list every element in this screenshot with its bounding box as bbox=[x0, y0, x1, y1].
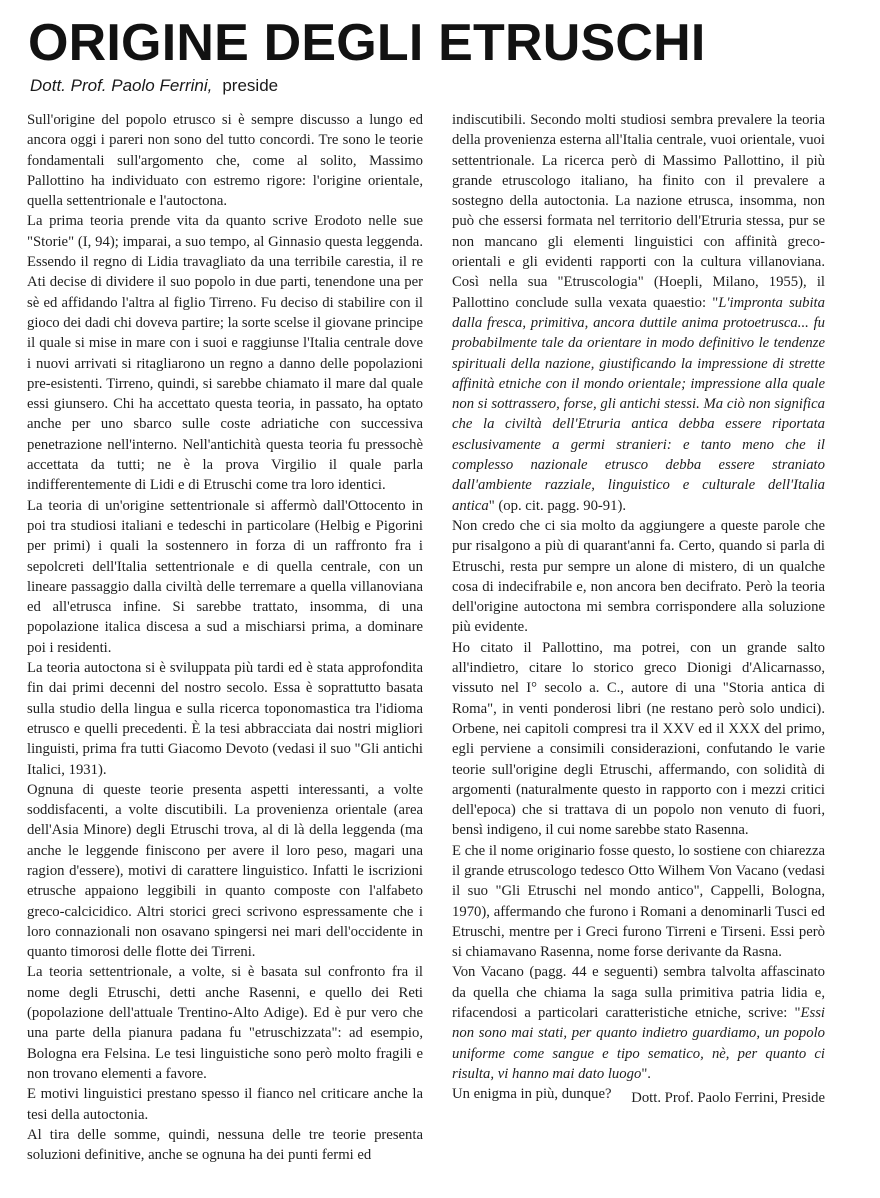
article-title: ORIGINE DEGLI ETRUSCHI bbox=[28, 14, 706, 72]
paragraph-von-vacano: E che il nome originario fosse questo, lo sostiene con chiarezza il grande etruscologo tedesco Otto Wilhem Von Vacano (vedasi il suo "Gli Etruschi nel mondo antico", Cappelli, Bologna, 1970), affermando che furono i Romani a denominarli Tusci ed Etruschi, mentre per i Greci furono Tirreni e Tirseni. Essi però si chiamavano Rasenna, nome forse derivante da Rasna. bbox=[452, 842, 825, 961]
von-vacano-quote: Essi non sono mai stati, per quanto indietro guardiamo, un popolo uniforme come sangue e tipo sematico, nè, per quanto ci risulta, vi hanno mai dato luogo bbox=[452, 1005, 825, 1082]
paragraph-eastern-theory: La prima teoria prende vita da quanto scrive Erodoto nelle sue "Storie" (I, 94); imparai, a suo tempo, al Ginnasio questa leggenda. Essendo il regno di Lidia travagliato da una terribile carestia, il re Ati decise di dividere il suo popolo in due parti, tenendone una per sè ed affidando l'altra al figlio Tirreno. Fu deciso di stabilire con il gioco dei dadi chi doveva partire; la sorte scelse il giovane principe il quale si mise in mare con i suoi e raggiunse l'Italia centrale dove i nuovi arrivati si ritagliarono un regno a danno delle popolazioni pre-esistenti. Tirreno, quindi, si sarebbe chiamato il mare dal quale essi giunsero. Chi ha accettato questa teoria, in passato, ha optato anche per uno sbarco sulle coste adriatiche con successiva penetrazione nell'interno. Nell'antichità questa teoria fu pressochè accettata da tutti; ne è la prova Virgilio il quale parla indifferentemente di Lidi e di Etruschi come tra loro identici. bbox=[27, 213, 424, 494]
pallottino-text: indiscutibili. Secondo molti studiosi sembra prevalere la teoria della provenienza esterna all'Italia centrale, vuoi orientale, vuoi settentrionale. La ricerca però di Massimo Pallottino, il più grande etruscologo italiano, ha finito con il prevalere a sostegno della autoctonia. La nazione etrusca, insomma, non può che essersi formata nel territorio dell'Etruria stessa, pur se non mancano gli elementi linguistici con affinità greco-orientali e gli evidenti rapporti con la cultura villanoviana. Così nella sua "Etruscologia" (Hoepli, Milano, 1955), il Pallottino conclude sulla vexata quaestio: " bbox=[452, 112, 825, 311]
paragraph-northern-theory: La teoria di un'origine settentrionale si affermò dall'Ottocento in poi tra studiosi italiani e tedeschi in particolare (Helbig e Pigorini per primi) i quali la sostennero in forza di un raffronto fra i sepolcreti dell'Italia settentrionale e di quella centrale, con un lineare passaggio dalla civiltà delle terremare a quella villanoviana ed all'etrusca infine. Si sarebbe trattato, insomma, di una popolazione italica discesa a sud a mischiarsi prima, a dominare poi i residenti. bbox=[27, 497, 423, 656]
paragraph-linguistic-motives: E motivi linguistici prestano spesso il fianco nel criticare anche la tesi della autoctonia. bbox=[27, 1086, 423, 1123]
paragraph-intro: Sull'origine del popolo etrusco si è sempre discusso a lungo ed ancora oggi i pareri non sono del tutto concordi. Tre sono le teorie fondamentali sull'argomento che, come al solito, Massimo Pallottino ha individuato con estremo rigore: l'origine orientale, quella settentrionale e l'autoctona. bbox=[27, 112, 423, 210]
paragraph-mystery: Non credo che ci sia molto da aggiungere a queste parole che pur risalgono a più di quarant'anni fa. Certo, quando si parla di Etruschi, resta pur sempre un alone di mistero, di un qualche cosa di indecifrabile e, non ancora ben decifrato. Però la teoria dell'origine autoctona mi sembra corrispondere alla soluzione più evidente. bbox=[452, 517, 825, 636]
paragraph-enigma: Un enigma in più, dunque? bbox=[452, 1086, 612, 1103]
paragraph-northern-critique: La teoria settentrionale, a volte, si è basata sul confronto fra il nome degli Etruschi, detti anche Rasenni, e quello dei Reti (popolazione dell'attuale Trentino-Alto Adige). Ed è pur vero che una parte della pianura padana fu "etruschizzata": ad esempio, Bologna era Felsina. Le tesi linguistiche sono però molto fragili e non trovano elementi a favore. bbox=[27, 964, 423, 1082]
paragraph-dionigi: Ho citato il Pallottino, ma potrei, con un grande salto all'indietro, citare lo storico greco Dionigi d'Alicarnasso, vissuto nel I° secolo a. C., autore di una "Storia antica di Roma", in venti ponderosi libri (ne restano però solo undici). Orbene, nei capitoli compresi tra il XXV ed il XXX del primo, egli perviene a consimili considerazioni, confutando le varie teorie sull'origine degli Etruschi, affermando, con solidità di argomenti (naturalmente questo in rapporto con i mezzi critici dell'epoca) che si trattava di un popolo non venuto di fuori, bensì indigeno, il cui nome sarebbe stato Rasenna. bbox=[452, 639, 825, 839]
author-role: preside bbox=[222, 76, 279, 95]
pallottino-quote: L'impronta subita dalla fresca, primitiva, ancora duttile anima protoetrusca... fu probabilmente tale da orientare in modo definitivo le tendenze spirituali della nazione, giustificando la impressione di strette affinità etniche con il mondo orientale; impressione alla quale non si sottrassero, forse, gli antichi stessi. Ma ciò non significa che la civiltà dell'Etruria antica debba essere riportata esclusivamente a germi stranieri: e tanto meno che il complesso nazionale etrusco debba essere straniato dall'ambiente razziale, linguistico e culturale dell'Italia antica bbox=[452, 294, 825, 514]
paragraph-assessment: Ognuna di queste teorie presenta aspetti interessanti, a volte soddisfacenti, a volte discutibili. La provenienza orientale (area dell'Asia Minore) degli Etruschi trova, al di là della leggenda (ma anche le leggende finiscono per avere il loro peso, magari una ragion d'essere), motivi di carattere linguistico. Infatti le iscrizioni etrusche appaiono leggibili in quanto composte con l'alfabeto greco-calcicidico. Altri storici greci scrivono espressamente che i loro connazionali non osavano spingersi nei mari dell'occidente in quanto timorosi delle flotte dei Tirreni. bbox=[27, 781, 423, 961]
von-vacano-quote-end: ". bbox=[641, 1065, 651, 1082]
paragraph-summary-start: Al tira delle somme, quindi, nessuna delle tre teorie presenta soluzioni definitive, anche se ognuna ha dei punti fermi ed bbox=[27, 1126, 423, 1164]
pallottino-citation: " (op. cit. pagg. 90-91). bbox=[488, 497, 627, 514]
paragraph-von-vacano-quote bbox=[452, 962, 825, 1084]
right-column bbox=[452, 110, 825, 1105]
paragraph-pallottino bbox=[452, 110, 825, 516]
left-column bbox=[27, 110, 423, 1165]
von-vacano-text: Von Vacano (pagg. 44 e seguenti) sembra talvolta affascinato da quella che chiama la saga sulla primitiva patria lidia e, rifacendosi a particolari caratteristiche etniche, scrive: " bbox=[452, 964, 825, 1022]
signature: Dott. Prof. Paolo Ferrini, Preside bbox=[631, 1090, 825, 1106]
author-name: Dott. Prof. Paolo Ferrini, bbox=[30, 76, 213, 95]
byline bbox=[30, 75, 278, 97]
paragraph-autochthonous-theory: La teoria autoctona si è sviluppata più tardi ed è stata approfondita fin dai primi decenni del nostro secolo. Essa è soprattutto basata sulla studio della lingua e sulla ricerca toponomastica tra l'idioma etrusco e quelli precedenti. È la tesi abbracciata dai nostri migliori linguisti, prima fra tutti Giacomo Devoto (vedasi il suo "Gli antichi Italici, 1931). bbox=[27, 660, 423, 778]
